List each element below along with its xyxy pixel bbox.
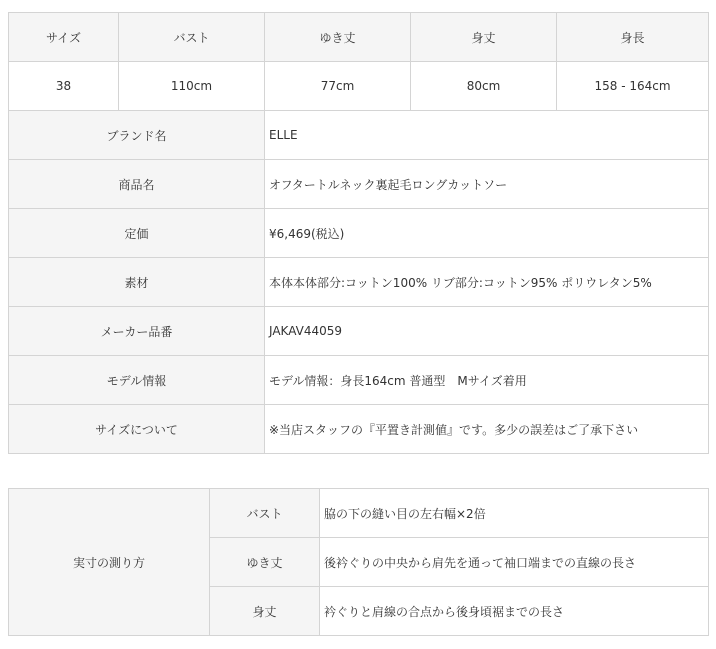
size-value-bust: 110cm xyxy=(119,62,265,111)
size-value-length: 80cm xyxy=(411,62,557,111)
info-label-size-note: サイズについて xyxy=(9,405,265,454)
info-label-item-number: メーカー品番 xyxy=(9,307,265,356)
measure-row-bust xyxy=(9,489,709,538)
info-value-item-number: JAKAV44059 xyxy=(265,307,709,356)
size-value-sleeve: 77cm xyxy=(265,62,411,111)
info-label-price: 定価 xyxy=(9,209,265,258)
measure-title: 実寸の測り方 xyxy=(9,489,210,636)
measure-value-bust: 脇の下の縫い目の左右幅×2倍 xyxy=(320,489,709,538)
measurement-guide-table xyxy=(8,488,709,636)
measure-label-length: 身丈 xyxy=(210,587,320,636)
info-row-material xyxy=(9,258,709,307)
info-label-product-name: 商品名 xyxy=(9,160,265,209)
info-row-item-number xyxy=(9,307,709,356)
size-header-row xyxy=(9,13,709,62)
info-value-price: ¥6,469(税込) xyxy=(265,209,709,258)
info-row-model xyxy=(9,356,709,405)
info-label-material: 素材 xyxy=(9,258,265,307)
measure-value-length: 衿ぐりと肩線の合点から後身頃裾までの長さ xyxy=(320,587,709,636)
size-value-height: 158 - 164cm xyxy=(557,62,709,111)
size-header-length: 身丈 xyxy=(411,13,557,62)
size-header-size: サイズ xyxy=(9,13,119,62)
measure-label-sleeve: ゆき丈 xyxy=(210,538,320,587)
size-header-height: 身長 xyxy=(557,13,709,62)
info-value-brand: ELLE xyxy=(265,111,709,160)
info-label-brand: ブランド名 xyxy=(9,111,265,160)
info-value-product-name: オフタートルネック裏起毛ロングカットソー xyxy=(265,160,709,209)
info-row-product-name xyxy=(9,160,709,209)
size-value-row xyxy=(9,62,709,111)
info-value-model: モデル情報：身長164cm 普通型 Mサイズ着用 xyxy=(265,356,709,405)
size-value-size: 38 xyxy=(9,62,119,111)
info-row-price xyxy=(9,209,709,258)
size-header-sleeve: ゆき丈 xyxy=(265,13,411,62)
size-header-bust: バスト xyxy=(119,13,265,62)
measure-label-bust: バスト xyxy=(210,489,320,538)
info-value-size-note: ※当店スタッフの『平置き計測値』です。多少の誤差はご了承下さい xyxy=(265,405,709,454)
product-spec-table xyxy=(8,12,709,454)
measure-value-sleeve: 後衿ぐりの中央から肩先を通って袖口端までの直線の長さ xyxy=(320,538,709,587)
info-row-brand xyxy=(9,111,709,160)
info-row-size-note xyxy=(9,405,709,454)
info-label-model: モデル情報 xyxy=(9,356,265,405)
info-value-material: 本体本体部分:コットン100% リブ部分:コットン95% ポリウレタン5% xyxy=(265,258,709,307)
